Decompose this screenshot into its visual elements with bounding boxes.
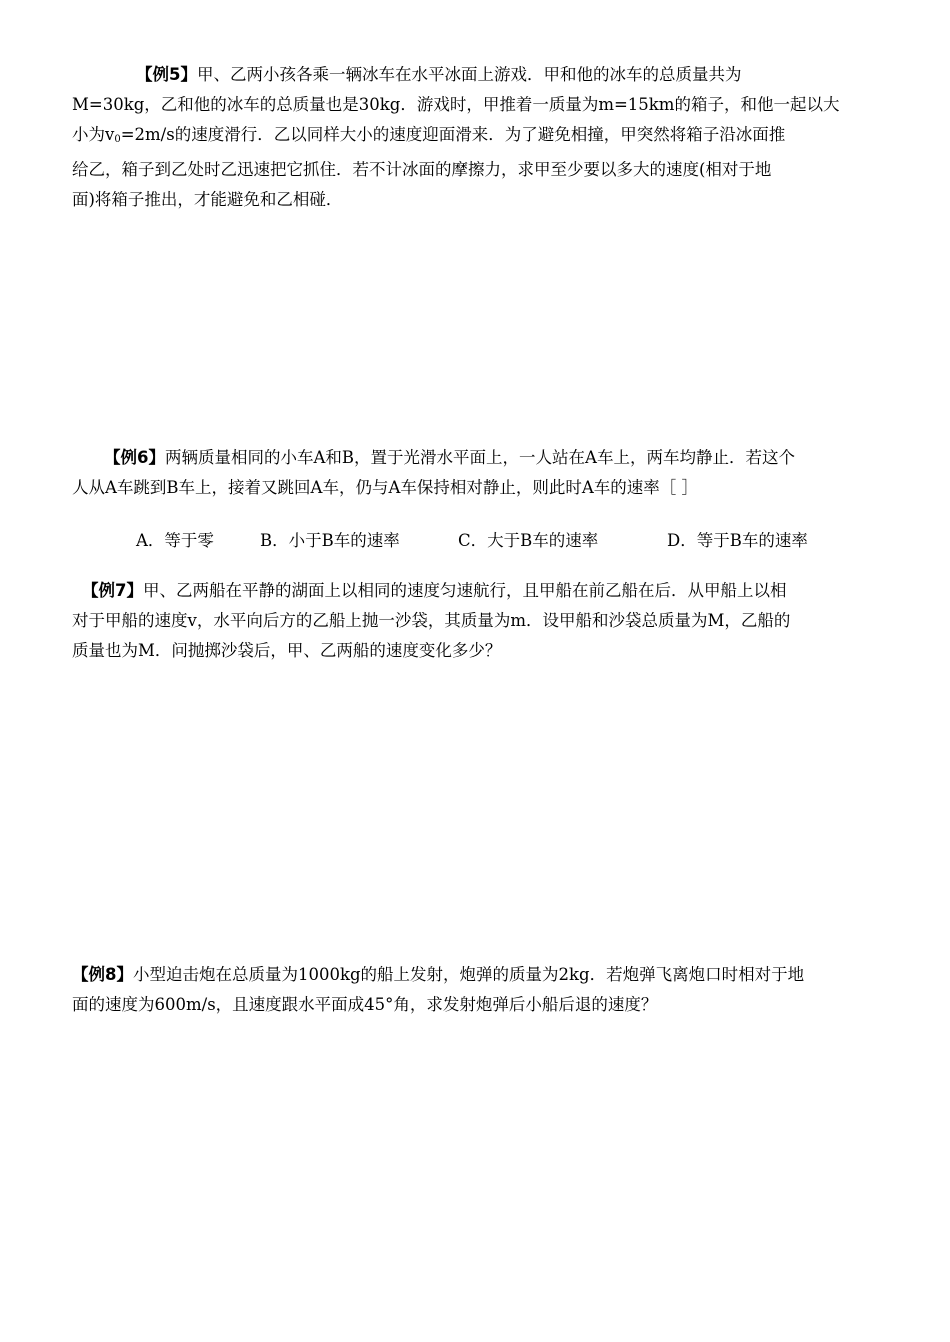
example-8-line-1 (72, 960, 880, 990)
example-7-tag: 【例7】 (82, 581, 143, 600)
example-8-text-1: 小型迫击炮在总质量为1000kg的船上发射，炮弹的质量为2kg．若炮弹飞离炮口时相对于地 (132, 965, 805, 984)
example-5-text-1: 甲、乙两小孩各乘一辆冰车在水平冰面上游戏．甲和他的冰车的总质量共为 (196, 65, 742, 84)
example-7-line-3: 质量也为M．问抛掷沙袋后，甲、乙两船的速度变化多少？ (72, 641, 502, 660)
option-c: C．大于B车的速率 (458, 531, 599, 550)
example-5-text-3a: 小为v (72, 125, 115, 144)
example-5-line-5: 面)将箱子推出，才能避免和乙相碰． (72, 190, 343, 209)
option-d: D．等于B车的速率 (667, 531, 808, 550)
option-a: A．等于零 (136, 531, 214, 550)
example-6-text-1: 两辆质量相同的小车A和B，置于光滑水平面上，一人站在A车上，两车均静止．若这个 (164, 448, 795, 467)
example-8-tag: 【例8】 (72, 965, 133, 984)
example-7 (72, 576, 880, 666)
example-7-line-2: 对于甲船的速度v，水平向后方的乙船上抛一沙袋，其质量为m．设甲船和沙袋总质量为M，乙船的 (72, 611, 791, 630)
example-5 (72, 60, 880, 215)
example-5-line-4: 给乙，箱子到乙处时乙迅速把它抓住．若不计冰面的摩擦力，求甲至少要以多大的速度(相对于地 (72, 160, 772, 179)
v0-subscript: 0 (114, 134, 121, 145)
example-6-line-1 (72, 443, 880, 473)
example-6 (72, 443, 880, 503)
example-7-line-1 (72, 576, 880, 606)
example-5-tag: 【例5】 (136, 65, 197, 84)
example-8 (72, 960, 880, 1020)
example-5-text-3b: =2m/s的速度滑行．乙以同样大小的速度迎面滑来．为了避免相撞，甲突然将箱子沿冰面推 (120, 125, 786, 144)
example-8-line-2: 面的速度为600m/s，且速度跟水平面成45°角，求发射炮弹后小船后退的速度？ (72, 995, 658, 1014)
example-5-line-2: M=30kg，乙和他的冰车的总质量也是30kg．游戏时，甲推着一质量为m=15km的箱子，和他一起以大 (72, 95, 840, 114)
example-6-options (136, 526, 856, 556)
example-5-line-3 (72, 120, 880, 155)
example-6-line-2: 人从A车跳到B车上，接着又跳回A车，仍与A车保持相对静止，则此时A车的速率［ ］ (72, 478, 699, 497)
example-7-text-1: 甲、乙两船在平静的湖面上以相同的速度匀速航行，且甲船在前乙船在后．从甲船上以相 (142, 581, 787, 600)
example-5-line-1 (72, 60, 880, 90)
example-6-tag: 【例6】 (104, 448, 165, 467)
option-b: B．小于B车的速率 (260, 531, 400, 550)
